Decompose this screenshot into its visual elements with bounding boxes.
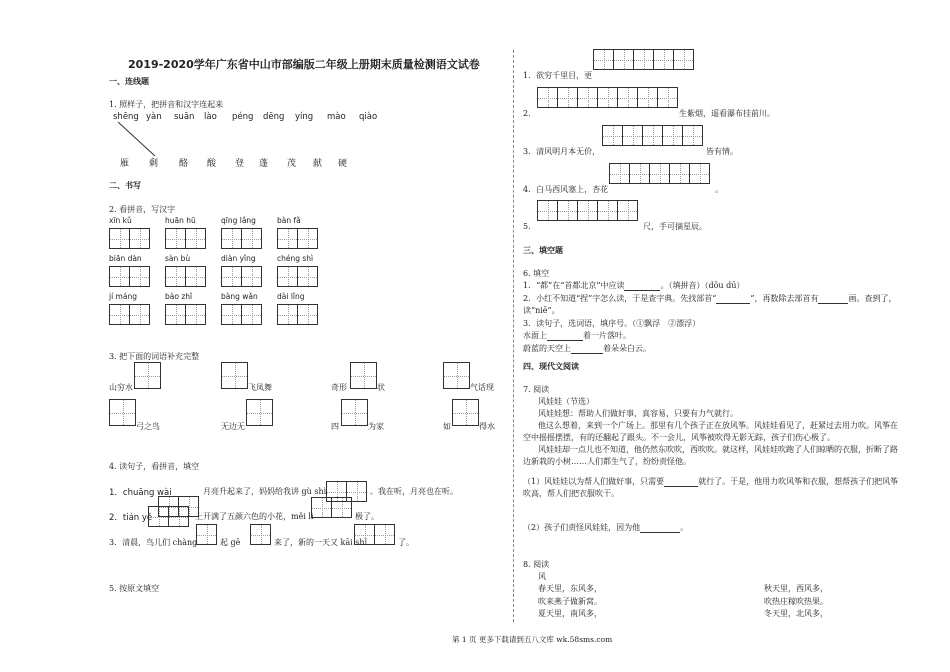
q3-r1-box-1[interactable] xyxy=(221,362,248,389)
q8-right-line-0: 秋天里，西风多， xyxy=(764,584,828,593)
q3-r2-text-5: 得水 xyxy=(479,422,495,431)
q6-blank-2[interactable] xyxy=(716,294,750,304)
q3-r2-text-4: 如 xyxy=(443,422,451,431)
q5-l3-text-a: 3．清风明月本无价， xyxy=(523,147,601,156)
q7-para-2a: 他这么想着，来到一个广场上。那里有几个孩子正在放风筝。风娃娃看见了，赶紧过去用力吹。风筝在 xyxy=(538,421,898,430)
q6-line-5: 蔚蓝的天空上 着朵朵白云。 xyxy=(523,344,651,353)
q4-l2-box-1[interactable] xyxy=(148,506,189,527)
q8-left-line-2: 夏天里，南风多， xyxy=(538,609,602,618)
q1-pinyin-6[interactable]: yíng xyxy=(295,112,314,122)
q7-para-1: 风娃娃想：帮助人们做好事，真容易，只要有力气就行。 xyxy=(538,409,738,418)
q1-pinyin-3[interactable]: lào xyxy=(204,112,217,122)
q3-r2-text-2: 四 xyxy=(331,422,339,431)
q6-line-4: 水面上 着一片落叶。 xyxy=(523,331,631,340)
q3-r2-box-1[interactable] xyxy=(246,399,273,426)
section-heading-1: 一、连线题 xyxy=(109,77,149,86)
q7-question-1b: 吹高，帮人们把衣服吹干。 xyxy=(523,489,619,498)
q8-stem: 8. 阅读 xyxy=(523,560,550,569)
q5-l2-text-b: 生紫烟，遥看瀑布挂前川。 xyxy=(679,109,775,118)
q1-hanzi-2[interactable]: 酪 xyxy=(179,159,189,169)
q1-hanzi-5[interactable]: 蓬 xyxy=(259,159,269,169)
q6-line-2: 2．小红不知道“捏”字怎么读，于是查字典。先找部首“ ”，再数除去部首有 画。查到了， xyxy=(523,294,897,303)
q4-l2-text-a: 2．tián yě xyxy=(109,513,153,523)
q3-r1-box-0[interactable] xyxy=(134,362,161,389)
q3-stem: 3. 把下面的词语补充完整 xyxy=(109,352,200,361)
column-divider xyxy=(513,50,514,622)
q1-pinyin-5[interactable]: dēng xyxy=(263,112,285,122)
q2-write-grid-1-0[interactable] xyxy=(109,266,150,287)
q3-r2-box-3[interactable] xyxy=(452,399,479,426)
q2-pinyin-0-2: qīng lǎng xyxy=(221,216,256,225)
q8-left-line-1: 吹来燕子做新窝。 xyxy=(538,596,602,606)
q3-r1-text-3: 状 xyxy=(377,383,385,392)
q4-l2-text-c: 极了。 xyxy=(355,512,379,521)
q1-pinyin-4[interactable]: péng xyxy=(232,112,254,122)
q1-pinyin-0[interactable]: shēng xyxy=(113,112,139,122)
q5-l4-text-a: 4．白马西风塞上，杏花 xyxy=(523,185,609,194)
q5-l1-box[interactable] xyxy=(593,49,694,70)
q6-line-2b: 读“niē”。 xyxy=(523,306,560,315)
document-title: 2019-2020学年广东省中山市部编版二年级上册期末质量检测语文试卷 xyxy=(128,58,480,71)
q4-l3-box-1[interactable] xyxy=(196,524,217,545)
q1-hanzi-6[interactable]: 茂 xyxy=(287,159,297,169)
q1-hanzi-3[interactable]: 酸 xyxy=(207,159,217,169)
q5-l5-text-a: 5． xyxy=(523,222,537,231)
q5-l4-box[interactable] xyxy=(609,163,710,184)
section-heading-3: 三、填空题 xyxy=(523,246,563,255)
q7-blank-1[interactable] xyxy=(664,477,698,487)
q1-hanzi-0[interactable]: 雁 xyxy=(120,159,130,169)
q4-l3-text-d: 了。 xyxy=(398,538,414,547)
q5-l2-text-a: 2． xyxy=(523,109,537,118)
q2-pinyin-1-3: chéng shì xyxy=(277,254,314,263)
q4-l3-text-b: 起 gē xyxy=(220,538,241,547)
q2-write-grid-2-0[interactable] xyxy=(109,304,150,325)
q8-left-line-0: 春天里，东风多， xyxy=(538,584,602,593)
q6-blank-4[interactable] xyxy=(547,331,583,341)
q5-stem: 5. 按原文填空 xyxy=(109,584,160,593)
q1-pinyin-8[interactable]: qiào xyxy=(359,112,378,122)
q1-stem: 1. 照样子，把拼音和汉字连起来 xyxy=(109,100,224,109)
q6-stem: 6. 填空 xyxy=(523,269,550,278)
q6-blank-3[interactable] xyxy=(818,294,848,304)
q3-r1-text-1: 飞凤舞 xyxy=(248,383,272,392)
q7-stem: 7. 阅读 xyxy=(523,385,550,394)
q4-l3-box-3[interactable] xyxy=(354,524,395,545)
q1-pinyin-2[interactable]: suān xyxy=(174,112,195,122)
q3-r2-text-0: 弓之鸟 xyxy=(136,422,160,431)
q2-stem: 2. 看拼音，写汉字 xyxy=(109,205,176,214)
q4-l3-box-2[interactable] xyxy=(250,524,271,545)
q2-write-grid-1-1[interactable] xyxy=(165,266,206,287)
q4-stem: 4. 读句子，看拼音，填空 xyxy=(109,462,200,471)
q2-write-grid-0-1[interactable] xyxy=(165,228,206,249)
q1-hanzi-4[interactable]: 登 xyxy=(235,159,245,169)
q7-para-3b: 边新栽的小树……人们都生气了，纷纷责怪他。 xyxy=(523,457,691,466)
q4-l2-text-b: 上开满了五颜六色的小花，měi lì xyxy=(195,512,314,521)
q5-l1-text: 1．欲穷千里目，更 xyxy=(523,71,593,80)
q2-write-grid-2-2[interactable] xyxy=(221,304,262,325)
q6-line-1: 1．“都”在“首都北京”中应读 。（填拼音）（dōu dū） xyxy=(523,281,745,290)
q8-right-line-1: 吹热庄稼吹热果。 xyxy=(764,596,828,606)
q8-poem-title: 风 xyxy=(538,572,546,581)
q3-r2-box-2[interactable] xyxy=(341,399,368,426)
q1-hanzi-8[interactable]: 硬 xyxy=(338,159,348,169)
q2-write-grid-0-0[interactable] xyxy=(109,228,150,249)
q7-blank-2[interactable] xyxy=(640,523,680,533)
q2-pinyin-2-0: jí máng xyxy=(109,292,137,301)
q2-write-grid-2-1[interactable] xyxy=(165,304,206,325)
q2-pinyin-1-1: sàn bù xyxy=(165,254,191,263)
q4-l2-box-2[interactable] xyxy=(311,497,352,518)
q4-l1-text-c: 。我在听，月亮也在听。 xyxy=(370,487,458,496)
q3-r2-text-3: 为家 xyxy=(368,422,384,431)
q4-l1-text-a: 1．chuāng wài xyxy=(109,488,172,498)
q2-pinyin-0-3: bàn fǎ xyxy=(277,216,301,225)
q2-pinyin-2-1: bào zhǐ xyxy=(165,292,193,301)
q7-question-2: （2）孩子们责怪风娃娃，因为他 。 xyxy=(523,523,689,532)
q6-blank-1[interactable] xyxy=(624,281,660,291)
example-connect-line xyxy=(110,120,170,160)
q1-hanzi-1[interactable]: 剩 xyxy=(149,159,159,169)
q2-write-grid-0-3[interactable] xyxy=(277,228,318,249)
q7-para-2b: 空中摇摇摆摆，有的还翻起了跟头。不一会儿，风筝被吹得无影无踪，孩子们伤心极了。 xyxy=(523,433,835,442)
q2-pinyin-2-2: bàng wǎn xyxy=(221,292,258,301)
section-heading-2: 二、书写 xyxy=(109,181,141,190)
q2-write-grid-1-2[interactable] xyxy=(221,266,262,287)
q7-para-3a: 风娃娃却一点儿也不知道，他仍然东吹吹，西吹吹。就这样，风娃娃吹跑了人们晾晒的衣服，折断了路 xyxy=(538,445,898,454)
q6-blank-5[interactable] xyxy=(571,344,603,354)
q3-r2-box-0[interactable] xyxy=(109,399,136,426)
q2-pinyin-1-0: biān dàn xyxy=(109,254,142,263)
q4-l3-text-c: 来了，新的一天又 kāi shǐ xyxy=(274,538,368,547)
q2-write-grid-0-2[interactable] xyxy=(221,228,262,249)
q3-r1-text-0: 山穷水 xyxy=(109,383,133,392)
q5-l5-text-b: 尺，手可摘星辰。 xyxy=(643,222,707,231)
q7-passage-title: 风娃娃（节选） xyxy=(538,397,594,406)
q3-r1-box-2[interactable] xyxy=(350,362,377,389)
q3-r1-text-2: 奇形 xyxy=(331,383,347,392)
q5-l3-text-b: 皆有情。 xyxy=(706,147,738,156)
q2-pinyin-0-1: huān hū xyxy=(165,216,196,225)
q2-pinyin-2-3: dài lǐng xyxy=(277,292,305,301)
q3-r2-text-1: 无边无 xyxy=(221,422,245,431)
q4-l3-text-a: 3．清晨，鸟儿们 chàng xyxy=(109,538,198,547)
page-footer: 第 1 页 更多下载请到五八文库 wk.58sms.com xyxy=(452,635,613,644)
q8-right-line-2: 冬天里，北风多， xyxy=(764,609,828,618)
q1-hanzi-7[interactable]: 献 xyxy=(313,159,323,169)
q4-l1-text-b: 月亮升起来了，妈妈给我讲 gù shì xyxy=(203,487,327,496)
q1-pinyin-7[interactable]: mào xyxy=(327,112,346,122)
q5-l2-box[interactable] xyxy=(537,87,678,108)
q5-l4-text-b: 。 xyxy=(715,185,723,194)
q1-pinyin-1[interactable]: yàn xyxy=(146,112,162,122)
q5-l5-box[interactable] xyxy=(537,200,638,221)
q7-question-1: （1）风娃娃以为帮人们做好事，只需要 就行了。于是，他用力吹风筝和衣服，想帮孩子们把风筝 xyxy=(523,477,899,486)
q3-r1-text-4: 气话现 xyxy=(470,383,494,392)
q2-write-grid-1-3[interactable] xyxy=(277,266,318,287)
q2-pinyin-1-2: diàn yǐng xyxy=(221,254,256,263)
q2-write-grid-2-3[interactable] xyxy=(277,304,318,325)
section-heading-4: 四、现代文阅读 xyxy=(523,362,579,371)
q5-l3-box[interactable] xyxy=(602,125,703,146)
q3-r1-box-3[interactable] xyxy=(443,362,470,389)
q2-pinyin-0-0: xīn kǔ xyxy=(109,216,132,225)
q6-line-3: 3．读句子，选词语，填序号。（①飘浮 ②漂浮） xyxy=(523,319,701,328)
